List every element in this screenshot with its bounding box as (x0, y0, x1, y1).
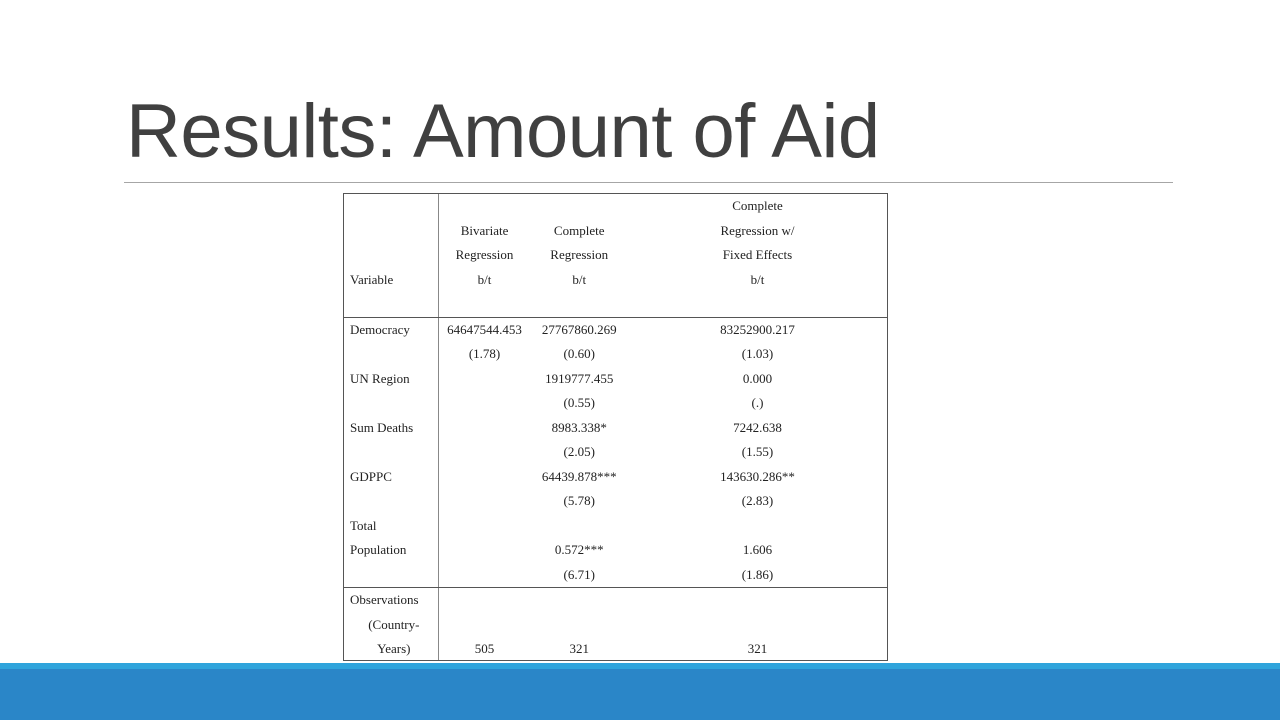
observations-label: Years) (344, 637, 438, 661)
cell-complete: 1919777.455 (545, 370, 614, 386)
cell-complete: (6.71) (530, 563, 628, 588)
observations-row (344, 613, 887, 638)
row-label: Population (344, 538, 438, 563)
header-cell (530, 194, 628, 219)
cell-complete: 64439.878*** (541, 468, 617, 484)
row-label: Sum Deaths (344, 416, 438, 441)
separator-cell (344, 292, 438, 317)
table-row (344, 514, 887, 539)
table-row (344, 416, 887, 441)
observations-complete (530, 613, 628, 638)
row-label: GDPPC (344, 465, 438, 490)
cell-fixed-effects: 83252900.217 (720, 321, 795, 337)
cell-fixed-effects: (1.86) (628, 563, 887, 588)
cell-complete: (0.55) (563, 395, 595, 410)
cell-bivariate (438, 465, 530, 490)
cell-fixed-effects: (2.83) (741, 493, 774, 508)
header-cell: Regression w/ (720, 222, 795, 238)
table-row (344, 317, 887, 342)
header-cell (344, 243, 438, 268)
cell-bivariate (438, 514, 530, 539)
table-row (344, 342, 887, 367)
table-header-row (344, 219, 887, 244)
header-cell: Bivariate (460, 222, 509, 238)
cell-complete: 27767860.269 (541, 321, 617, 337)
cell-fixed-effects: 0.000 (742, 370, 773, 386)
header-cell: b/t (750, 271, 765, 287)
table-row (344, 391, 887, 416)
cell-bivariate (438, 489, 530, 514)
observations-complete (530, 588, 628, 613)
title-divider (124, 182, 1173, 183)
observations-row (344, 588, 887, 613)
table-header-row (344, 243, 887, 268)
header-cell: Regression (550, 247, 609, 262)
slide-title: Results: Amount of Aid (126, 89, 880, 174)
table-header-row (344, 194, 887, 219)
separator-cell (438, 292, 530, 317)
cell-complete: (5.78) (563, 493, 595, 508)
header-cell: b/t (572, 271, 587, 287)
separator-cell (628, 292, 887, 317)
observations-label: (Country- (344, 613, 438, 638)
regression-table-grid (344, 194, 887, 661)
row-label: UN Region (344, 367, 438, 392)
cell-fixed-effects: 1.606 (742, 542, 773, 557)
table-row (344, 465, 887, 490)
header-cell (344, 194, 438, 219)
observations-fixed-effects: 321 (747, 641, 768, 656)
row-label: Total (344, 514, 438, 539)
regression-table (343, 193, 888, 661)
cell-complete: 8983.338* (551, 419, 607, 435)
cell-complete (530, 514, 628, 539)
cell-bivariate (438, 538, 530, 563)
cell-bivariate (438, 367, 530, 392)
header-separator (344, 292, 887, 317)
row-label (344, 489, 438, 514)
cell-bivariate (438, 440, 530, 465)
footer-bar-accent (0, 663, 1280, 669)
observations-complete: 321 (569, 641, 589, 656)
header-cell: Regression (455, 247, 514, 262)
row-label (344, 440, 438, 465)
table-row (344, 367, 887, 392)
header-cell (344, 219, 438, 244)
cell-bivariate (438, 416, 530, 441)
header-cell: Complete (553, 222, 605, 238)
observations-label: Observations (344, 588, 438, 613)
observations-bivariate: 505 (474, 641, 495, 656)
observations-bivariate (438, 613, 530, 638)
cell-fixed-effects: 7242.638 (733, 419, 782, 435)
table-row (344, 538, 887, 563)
header-cell: b/t (477, 271, 492, 287)
cell-bivariate: (1.78) (468, 346, 501, 361)
row-label (344, 563, 438, 588)
cell-complete: 0.572*** (554, 542, 604, 557)
cell-fixed-effects: 143630.286** (720, 468, 795, 484)
table-row (344, 440, 887, 465)
cell-bivariate (438, 391, 530, 416)
cell-fixed-effects (628, 514, 887, 539)
cell-fixed-effects: (.) (751, 395, 764, 410)
table-row (344, 563, 887, 588)
cell-bivariate: 64647544.453 (447, 321, 522, 337)
table-row (344, 489, 887, 514)
header-cell: Fixed Effects (722, 247, 793, 262)
separator-cell (530, 292, 628, 317)
header-cell: Complete (732, 198, 783, 213)
observations-fixed-effects (628, 588, 887, 613)
row-label: Democracy (344, 317, 438, 342)
observations-fixed-effects (628, 613, 887, 638)
cell-fixed-effects: (1.55) (741, 444, 774, 459)
observations-row (344, 637, 887, 661)
table-header-row (344, 268, 887, 293)
cell-bivariate (438, 563, 530, 588)
footer-bar (0, 663, 1280, 720)
row-label (344, 342, 438, 367)
cell-fixed-effects: (1.03) (741, 346, 774, 361)
row-label (344, 391, 438, 416)
observations-bivariate (438, 588, 530, 613)
cell-complete: (2.05) (563, 444, 595, 459)
header-cell: Variable (344, 268, 438, 293)
header-cell (438, 194, 530, 219)
cell-complete: (0.60) (563, 346, 595, 361)
